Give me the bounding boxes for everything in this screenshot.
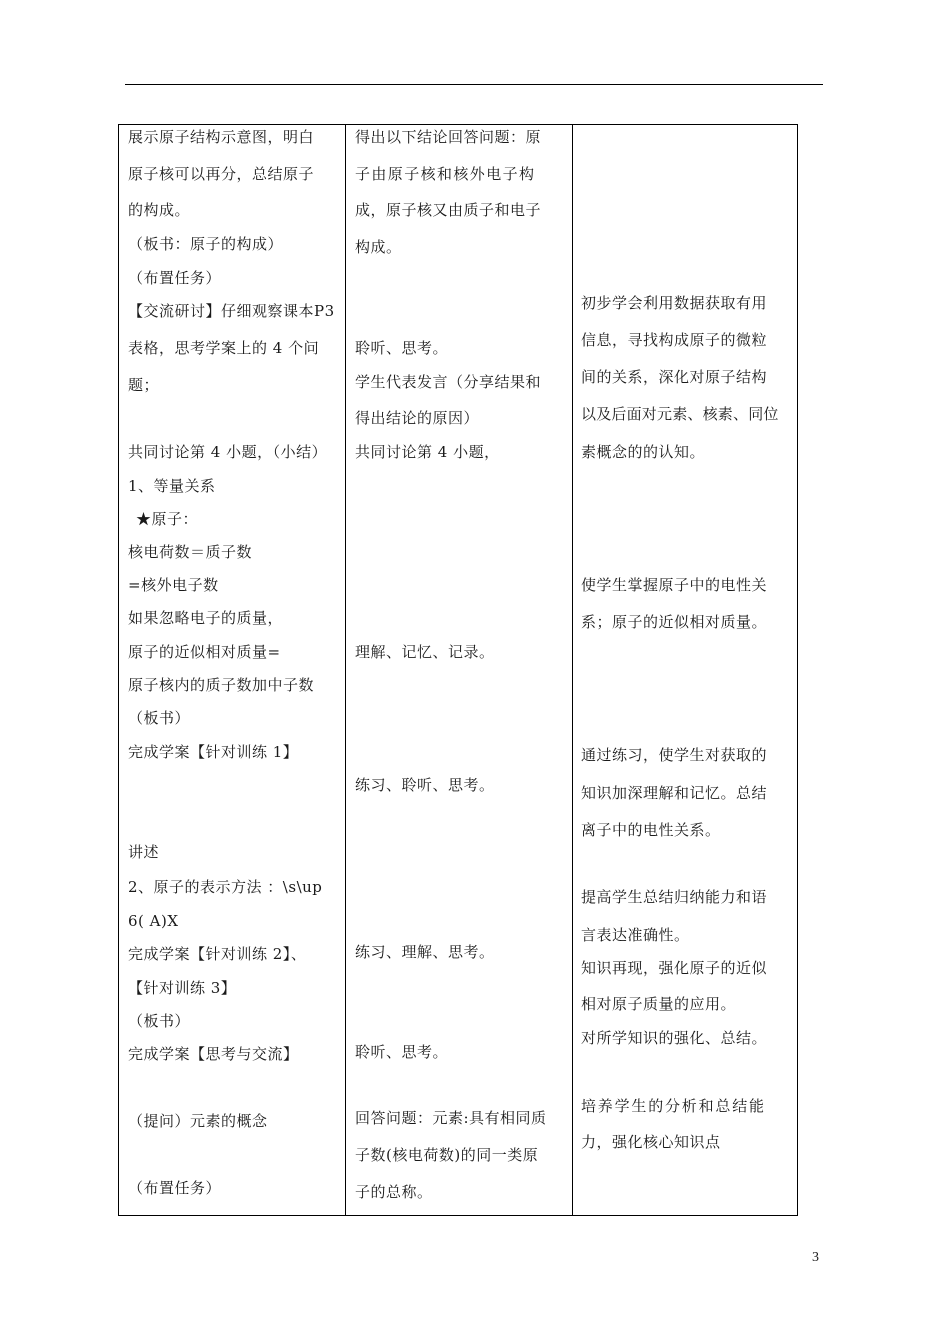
text-line: 6( A)X <box>128 912 179 930</box>
text-line: 原子的近似相对质量= <box>128 643 281 661</box>
text-line: 子的总称。 <box>355 1183 433 1201</box>
text-line: 系；原子的近似相对质量。 <box>581 613 768 631</box>
text-line: 共同讨论第 4 小题， <box>355 443 500 461</box>
text-line: （布置任务） <box>128 269 222 287</box>
text-line: 如果忽略电子的质量， <box>128 609 284 627</box>
text-line: 言表达准确性。 <box>581 926 690 944</box>
text-line: 得出结论的原因） <box>355 409 480 427</box>
column-divider <box>345 125 346 1215</box>
text-line: 完成学案【针对训练 2】、 <box>128 945 307 963</box>
text-line: 聆听、思考。 <box>355 339 449 357</box>
text-line: 表格，思考学案上的 4 个问 <box>128 339 320 357</box>
text-line: 练习、理解、思考。 <box>355 943 495 961</box>
text-line: 力，强化核心知识点 <box>581 1133 721 1151</box>
text-line: 完成学案【思考与交流】 <box>128 1045 299 1063</box>
text-line: 【交流研讨】仔细观察课本P3 <box>128 302 335 320</box>
text-line: 得出以下结论回答问题：原 <box>355 128 542 146</box>
text-line: 子数(核电荷数)的同一类原 <box>355 1146 539 1164</box>
text-line: 原子核内的质子数加中子数 <box>128 676 315 694</box>
text-line: 构成。 <box>355 238 402 256</box>
text-line: 【针对训练 3】 <box>128 979 237 997</box>
text-line: 素概念的的认知。 <box>581 443 706 461</box>
text-line: 展示原子结构示意图，明白 <box>128 128 315 146</box>
text-line: ★原子： <box>136 510 199 528</box>
text-line: 相对原子质量的应用。 <box>581 995 737 1013</box>
text-line: （板书：原子的构成） <box>128 235 284 253</box>
text-line: 离子中的电性关系。 <box>581 821 721 839</box>
text-line: 聆听、思考。 <box>355 1043 449 1061</box>
text-line: 原子核可以再分，总结原子 <box>128 165 315 183</box>
text-line: 知识加深理解和记忆。总结 <box>581 784 768 802</box>
text-line: 1、等量关系 <box>128 477 216 495</box>
text-line: 以及后面对元素、核素、同位 <box>581 405 779 423</box>
text-line: 信息，寻找构成原子的微粒 <box>581 331 768 349</box>
text-line: （板书） <box>128 709 191 727</box>
text-line: 理解、记忆、记录。 <box>355 643 495 661</box>
header-rule <box>125 84 823 85</box>
text-line: 对所学知识的强化、总结。 <box>581 1029 768 1047</box>
text-line: 共同讨论第 4 小题，（小结） <box>128 443 328 461</box>
text-line: 学生代表发言（分享结果和 <box>355 373 542 391</box>
text-line: 间的关系，深化对原子结构 <box>581 368 768 386</box>
text-line: 通过练习，使学生对获取的 <box>581 746 768 764</box>
text-line: 初步学会利用数据获取有用 <box>581 294 768 312</box>
text-line: 题； <box>128 376 160 394</box>
page-number: 3 <box>812 1250 819 1265</box>
text-line: 回答问题：元素:具有相同质 <box>355 1109 547 1127</box>
text-line: 的构成。 <box>128 201 191 219</box>
text-line: 练习、聆听、思考。 <box>355 776 495 794</box>
text-line: （布置任务） <box>128 1179 222 1197</box>
text-line: 使学生掌握原子中的电性关 <box>581 576 768 594</box>
text-line: 核电荷数＝质子数 <box>128 543 253 561</box>
text-line: 讲述 <box>128 843 160 861</box>
text-line: 提高学生总结归纳能力和语 <box>581 888 768 906</box>
column-divider <box>572 125 573 1215</box>
text-line: （板书） <box>128 1012 191 1030</box>
text-line: 成，原子核又由质子和电子 <box>355 201 542 219</box>
text-line: 子由原子核和核外电子构 <box>355 165 536 183</box>
text-line: 知识再现，强化原子的近似 <box>581 959 768 977</box>
text-line: 完成学案【针对训练 1】 <box>128 743 299 761</box>
text-line: （提问）元素的概念 <box>128 1112 268 1130</box>
text-line: 培养学生的分析和总结能 <box>581 1097 766 1115</box>
text-line: =核外电子数 <box>128 576 219 594</box>
text-line: 2、原子的表示方法 ：\s\up <box>128 878 323 896</box>
